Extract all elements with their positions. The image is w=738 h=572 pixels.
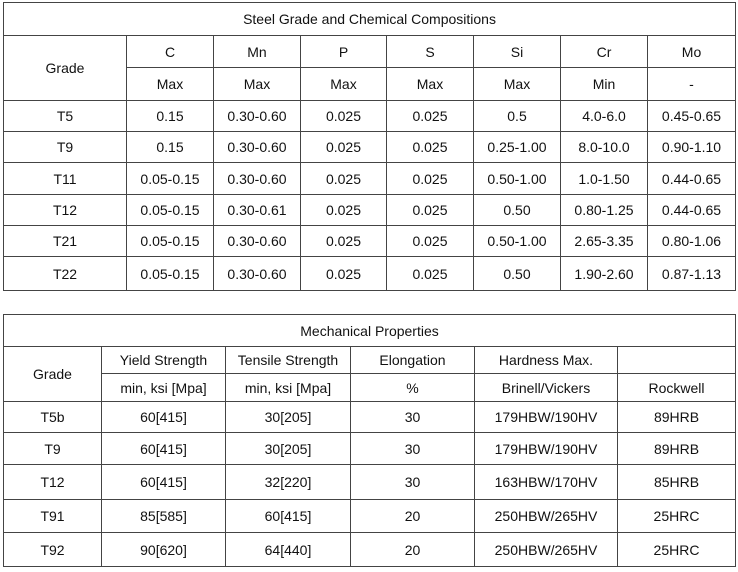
element-header: Mo	[648, 36, 736, 68]
grade-cell: T92	[4, 533, 102, 567]
property-header: Tensile Strength	[226, 347, 351, 374]
table-row	[4, 402, 736, 433]
table-cell: 0.50-1.00	[474, 163, 561, 195]
limit-header: -	[648, 68, 736, 101]
table-row	[4, 101, 736, 132]
unit-header: %	[351, 374, 475, 402]
table-cell: 89HRB	[618, 433, 736, 465]
table-cell: 20	[351, 533, 475, 567]
table-row	[4, 132, 736, 163]
grade-cell: T22	[4, 257, 127, 291]
table-row	[4, 533, 736, 567]
table-cell: 0.45-0.65	[648, 101, 736, 132]
table-cell: 163HBW/170HV	[475, 465, 618, 500]
table-cell: 0.15	[127, 101, 214, 132]
table-row	[4, 257, 736, 291]
table-cell: 89HRB	[618, 402, 736, 433]
table-cell: 0.05-0.15	[127, 257, 214, 291]
element-header: Si	[474, 36, 561, 68]
table-cell: 25HRC	[618, 533, 736, 567]
limit-header: Max	[127, 68, 214, 101]
grade-cell: T12	[4, 465, 102, 500]
grade-cell: T91	[4, 500, 102, 533]
limit-header: Max	[387, 68, 474, 101]
grade-cell: T9	[4, 132, 127, 163]
table-cell: 1.90-2.60	[561, 257, 648, 291]
table-cell: 0.50	[474, 257, 561, 291]
table-cell: 0.30-0.60	[214, 132, 301, 163]
unit-header: min, ksi [Mpa]	[226, 374, 351, 402]
grade-cell: T11	[4, 163, 127, 195]
grade-header: Grade	[4, 347, 102, 402]
table-cell: 0.5	[474, 101, 561, 132]
limit-header: Max	[214, 68, 301, 101]
table-cell: 0.80-1.06	[648, 226, 736, 257]
table-cell: 30	[351, 465, 475, 500]
limit-header: Min	[561, 68, 648, 101]
unit-header: Rockwell	[618, 374, 736, 402]
table-cell: 0.30-0.60	[214, 163, 301, 195]
table-cell: 60[415]	[102, 433, 226, 465]
mechanical-properties-table	[3, 314, 736, 567]
table-cell: 8.0-10.0	[561, 132, 648, 163]
limit-header: Max	[474, 68, 561, 101]
table-cell: 90[620]	[102, 533, 226, 567]
table-cell: 0.30-0.61	[214, 195, 301, 226]
table-cell: 0.025	[301, 257, 387, 291]
table-cell: 0.44-0.65	[648, 195, 736, 226]
table-cell: 0.025	[387, 257, 474, 291]
table-cell: 0.50-1.00	[474, 226, 561, 257]
element-header: P	[301, 36, 387, 68]
unit-header: Brinell/Vickers	[475, 374, 618, 402]
chemical-table-title: Steel Grade and Chemical Compositions	[4, 3, 736, 36]
table-cell: 0.80-1.25	[561, 195, 648, 226]
table-cell: 32[220]	[226, 465, 351, 500]
table-cell: 179HBW/190HV	[475, 433, 618, 465]
property-header: Yield Strength	[102, 347, 226, 374]
table-cell: 0.05-0.15	[127, 226, 214, 257]
unit-header: min, ksi [Mpa]	[102, 374, 226, 402]
table-cell: 0.025	[301, 195, 387, 226]
table-cell: 0.15	[127, 132, 214, 163]
property-header: Elongation	[351, 347, 475, 374]
table-cell: 1.0-1.50	[561, 163, 648, 195]
table-cell: 0.50	[474, 195, 561, 226]
table-cell: 179HBW/190HV	[475, 402, 618, 433]
table-row	[4, 433, 736, 465]
table-cell: 0.025	[387, 132, 474, 163]
table-cell: 0.30-0.60	[214, 226, 301, 257]
table-row	[4, 163, 736, 195]
table-cell: 0.025	[301, 132, 387, 163]
grade-cell: T5	[4, 101, 127, 132]
table-cell: 250HBW/265HV	[475, 533, 618, 567]
table-cell: 0.05-0.15	[127, 195, 214, 226]
table-cell: 0.90-1.10	[648, 132, 736, 163]
table-cell: 64[440]	[226, 533, 351, 567]
table-cell: 0.05-0.15	[127, 163, 214, 195]
limit-header: Max	[301, 68, 387, 101]
table-cell: 250HBW/265HV	[475, 500, 618, 533]
grade-header: Grade	[4, 36, 127, 101]
table-cell: 30[205]	[226, 402, 351, 433]
grade-cell: T5b	[4, 402, 102, 433]
table-cell: 20	[351, 500, 475, 533]
table-cell: 60[415]	[102, 402, 226, 433]
grade-cell: T21	[4, 226, 127, 257]
table-cell: 0.025	[387, 101, 474, 132]
table-cell: 0.44-0.65	[648, 163, 736, 195]
table-cell: 0.025	[301, 226, 387, 257]
table-row	[4, 500, 736, 533]
table-row	[4, 465, 736, 500]
element-header: Cr	[561, 36, 648, 68]
table-cell: 4.0-6.0	[561, 101, 648, 132]
table-cell: 60[415]	[102, 465, 226, 500]
table-cell: 30	[351, 433, 475, 465]
table-cell: 2.65-3.35	[561, 226, 648, 257]
element-header: Mn	[214, 36, 301, 68]
table-cell: 0.30-0.60	[214, 101, 301, 132]
table-cell: 0.025	[301, 101, 387, 132]
grade-cell: T9	[4, 433, 102, 465]
table-cell: 85[585]	[102, 500, 226, 533]
table-cell: 0.025	[301, 163, 387, 195]
element-header: C	[127, 36, 214, 68]
table-cell: 30[205]	[226, 433, 351, 465]
table-cell: 0.025	[387, 195, 474, 226]
table-cell: 30	[351, 402, 475, 433]
chemical-composition-table	[3, 2, 736, 291]
table-cell: 85HRB	[618, 465, 736, 500]
table-cell: 0.87-1.13	[648, 257, 736, 291]
property-header-empty	[618, 347, 736, 374]
table-row	[4, 226, 736, 257]
table-cell: 0.30-0.60	[214, 257, 301, 291]
mechanical-table-title: Mechanical Properties	[4, 315, 736, 347]
element-header: S	[387, 36, 474, 68]
table-cell: 0.025	[387, 226, 474, 257]
table-row	[4, 195, 736, 226]
table-cell: 25HRC	[618, 500, 736, 533]
table-cell: 0.25-1.00	[474, 132, 561, 163]
grade-cell: T12	[4, 195, 127, 226]
table-cell: 0.025	[387, 163, 474, 195]
property-header: Hardness Max.	[475, 347, 618, 374]
table-cell: 60[415]	[226, 500, 351, 533]
